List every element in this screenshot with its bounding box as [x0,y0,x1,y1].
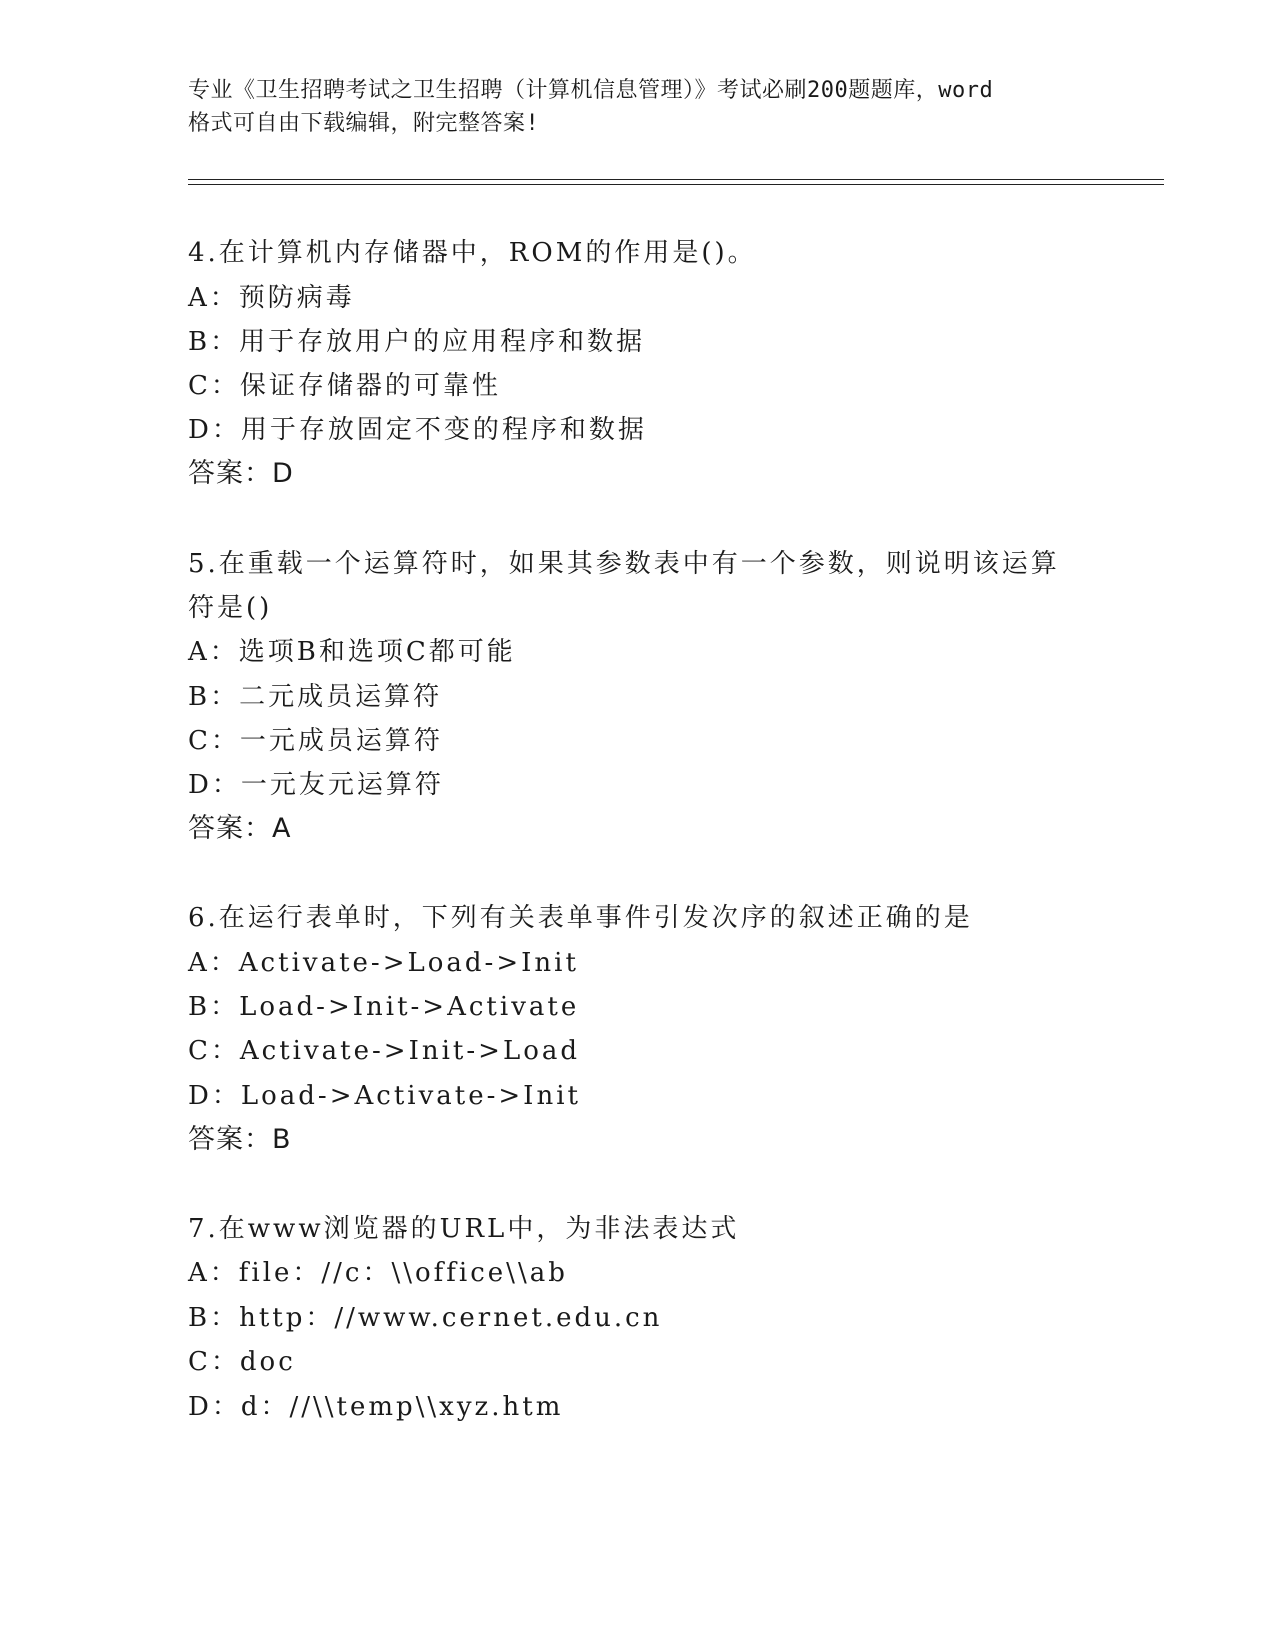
question-5-option-d: D：一元友元运算符 [188,770,444,800]
question-4-option-d: D：用于存放固定不变的程序和数据 [188,415,647,445]
question-4-option-c: C：保证存储器的可靠性 [188,371,501,401]
document-header [188,74,1088,140]
header-divider-top [188,179,1164,180]
question-4-stem: 4.在计算机内存储器中，ROM的作用是()。 [188,238,757,268]
question-5-stem-line-1: 5.在重载一个运算符时，如果其参数表中有一个参数，则说明该运算 [188,549,1060,579]
question-6-option-d: D：Load->Activate->Init [188,1081,581,1111]
question-6-option-c: C：Activate->Init->Load [188,1036,581,1066]
question-6-answer: 答案：B [188,1124,292,1155]
question-4-option-b: B：用于存放用户的应用程序和数据 [188,327,646,357]
question-5-answer: 答案：A [188,813,292,844]
question-7-option-d: D：d：//\\temp\\xyz.htm [188,1392,564,1422]
question-7-option-b: B：http：//www.cernet.edu.cn [188,1303,663,1333]
question-5-option-b: B：二元成员运算符 [188,682,443,712]
header-divider-bottom [188,184,1164,185]
question-7-option-c: C：doc [188,1347,296,1377]
question-6-stem: 6.在运行表单时，下列有关表单事件引发次序的叙述正确的是 [188,903,973,933]
question-4-option-a: A：预防病毒 [188,283,355,313]
question-6-option-a: A：Activate->Load->Init [188,948,579,978]
question-5-option-c: C：一元成员运算符 [188,726,443,756]
question-6-option-b: B：Load->Init->Activate [188,992,580,1022]
question-7-option-a: A：file：//c：\\office\\ab [188,1258,568,1288]
header-line-1: 专业《卫生招聘考试之卫生招聘（计算机信息管理）》考试必刷200题题库，word [188,78,994,103]
header-line-2: 格式可自由下载编辑，附完整答案! [188,111,540,136]
question-5-stem-line-2: 符是() [188,593,273,623]
question-7-stem: 7.在www浏览器的URL中，为非法表达式 [188,1214,740,1244]
question-4-answer: 答案：D [188,458,294,489]
question-5-option-a: A：选项B和选项C都可能 [188,637,516,667]
